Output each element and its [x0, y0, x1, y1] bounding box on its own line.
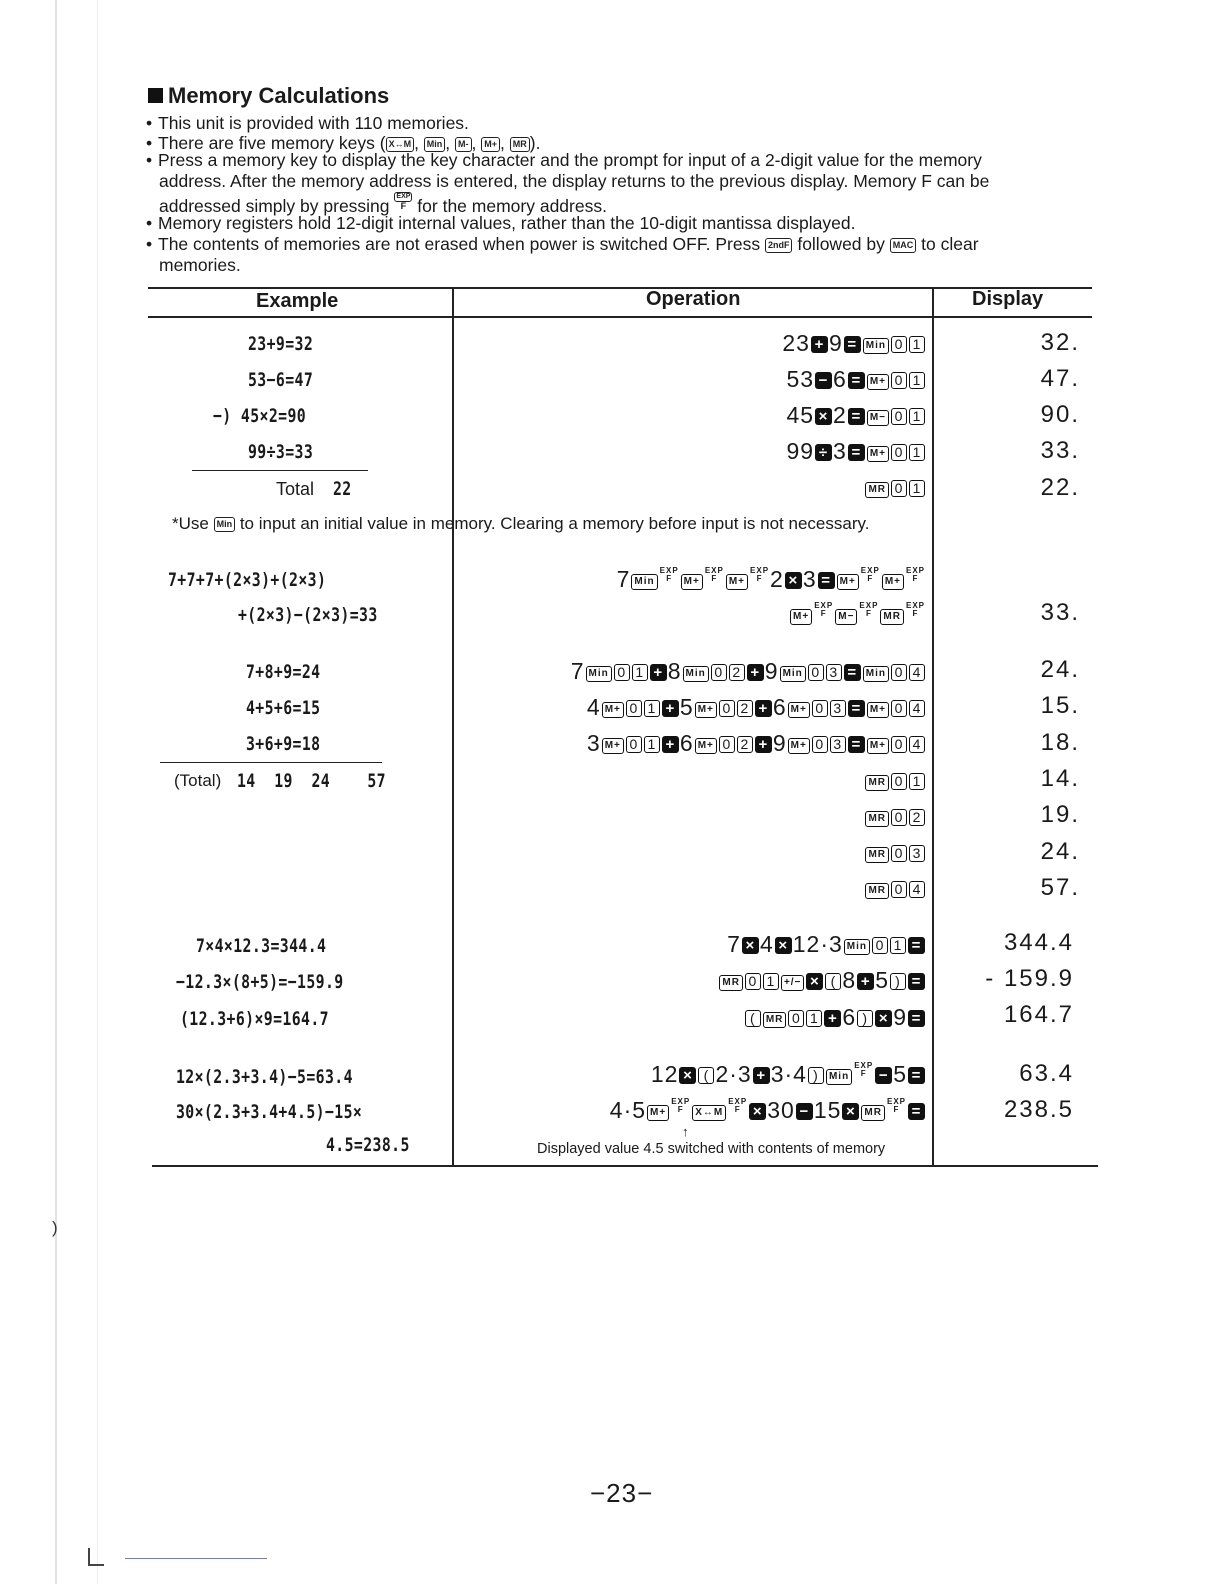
bullet-square-icon [148, 88, 163, 103]
operation-sequence: 45 × 2 = M− 0 1 [786, 402, 926, 429]
example-expression: 4+5+6=15 [246, 697, 321, 719]
display-value: 90. [1040, 401, 1080, 428]
bottom-rule [125, 1558, 267, 1559]
example-expression: 7+7+7+(2×3)+(2×3) [168, 569, 327, 591]
display-value: 47. [1040, 365, 1080, 392]
table-column-divider [452, 287, 454, 1167]
operation-sequence: 99 ÷ 3 = M+ 0 1 [786, 438, 926, 465]
table-top-rule [148, 287, 1092, 289]
display-value: 164.7 [1003, 1001, 1074, 1028]
bullet-item: • This unit is provided with 110 memories. [146, 113, 469, 133]
min-key-icon: Min [424, 137, 446, 152]
operation-sequence: ( MR 0 1 + 6 ) × 9 = [744, 1004, 926, 1031]
section-heading: Memory Calculations [148, 83, 389, 109]
example-expression: +(2×3)−(2×3)=33 [238, 604, 378, 626]
corner-mark [88, 1548, 104, 1566]
exp-f-key-icon: EXP F [396, 193, 411, 211]
example-expression: 3+6+9=18 [246, 733, 321, 755]
example-expression: 7+8+9=24 [246, 661, 321, 683]
example-expression: −12.3×(8+5)=−159.9 [176, 971, 344, 993]
operation-sequence: 7 MinEXP F M+EXP F M+EXP F 2 × 3 = M+EXP F M+EXP F [616, 566, 925, 592]
header-display: Display [972, 288, 1044, 310]
m-plus-key-icon: M+ [481, 137, 500, 152]
example-expression: 53−6=47 [248, 369, 314, 391]
example-expression: 4.5=238.5 [326, 1134, 410, 1156]
operation-caption: Displayed value 4.5 switched with contents of memory [537, 1141, 886, 1157]
operation-sequence: 7 Min 0 1 + 8 Min 0 2 + 9 Min 0 3 = Min 0 4 [571, 658, 926, 685]
page-edge-line [55, 0, 57, 1584]
operation-sequence: 7 × 4 × 12·3 Min 0 1 = [727, 931, 926, 958]
table-bottom-rule [152, 1165, 1098, 1167]
operation-sequence: M+EXP F M−EXP F MREXP F [789, 601, 926, 628]
margin-mark: ) [52, 1218, 58, 1237]
operation-sequence: MR 0 3 [864, 839, 926, 866]
display-value: 24. [1040, 656, 1080, 683]
m-minus-key-icon: M- [455, 137, 472, 152]
table-column-divider [932, 287, 934, 1167]
display-value: 19. [1040, 801, 1080, 828]
display-value: 33. [1040, 599, 1080, 626]
example-expression: −) 45×2=90 [213, 405, 307, 427]
total-value: 22 [333, 478, 352, 500]
display-value: 22. [1040, 474, 1080, 501]
operation-sequence: 53 − 6 = M+ 0 1 [786, 366, 926, 393]
total-value: 14 19 24 57 [237, 770, 387, 792]
example-expression: 30×(2.3+3.4+4.5)−15× [176, 1101, 363, 1123]
display-value: 32. [1040, 329, 1080, 356]
operation-sequence: 3 M+ 0 1 + 6 M+ 0 2 + 9 M+ 0 3 = M+ 0 4 [587, 730, 926, 757]
min-key-icon: Min [214, 517, 236, 532]
operation-sequence: MR 0 1 [864, 767, 926, 794]
example-expression: 23+9=32 [248, 333, 314, 355]
bullet-item: • The contents of memories are not erased when power is switched OFF. Press 2ndF followed by MAC to clear memories. [146, 234, 979, 275]
x-m-key-icon: X↔M [386, 137, 415, 152]
example-expression: 12×(2.3+3.4)−5=63.4 [176, 1066, 353, 1088]
display-value: - 159.9 [985, 965, 1074, 992]
footnote: *Use Min to input an initial value in memory. Clearing a memory before input is not necessary. [172, 514, 870, 533]
page-edge-line [97, 0, 98, 1584]
table-header-rule [148, 316, 1092, 318]
bullet-item: • Press a memory key to display the key character and the prompt for input of a 2-digit value for the memory address. After the memory address is entered, the display returns to the previous display. Memory F can be addressed simply by pressing EXP F for the memory address. [146, 150, 990, 216]
operation-sequence: 12 × ( 2·3 + 3·4 ) MinEXP F − 5 = [651, 1061, 926, 1088]
up-arrow-icon: ↑ [682, 1124, 689, 1139]
display-value: 14. [1040, 765, 1080, 792]
operation-sequence: MR 0 4 [864, 875, 926, 902]
display-value: 15. [1040, 692, 1080, 719]
display-value: 238.5 [1003, 1096, 1074, 1123]
second-function-key-icon: 2ndF [765, 238, 793, 253]
display-value: 57. [1040, 874, 1080, 901]
display-value: 18. [1040, 729, 1080, 756]
header-operation: Operation [646, 288, 741, 310]
example-expression: 7×4×12.3=344.4 [196, 935, 327, 957]
total-label: Total [276, 479, 315, 499]
example-expression: (12.3+6)×9=164.7 [180, 1008, 330, 1030]
operation-sequence: 23 + 9 = Min 0 1 [782, 330, 926, 357]
operation-sequence: MR 0 2 [864, 803, 926, 830]
bullet-item: • Memory registers hold 12-digit internal values, rather than the 10-digit mantissa displayed. [146, 213, 856, 233]
operation-sequence: 4·5 M+EXP F X↔MEXP F × 30 − 15 × MREXP F = [610, 1097, 926, 1124]
header-example: Example [256, 290, 339, 312]
bullet-item: • There are five memory keys ( X↔M , Min , M- , M+ , MR ). [146, 133, 541, 153]
mr-key-icon: MR [510, 137, 530, 152]
example-expression: 99÷3=33 [248, 441, 314, 463]
operation-sequence: 4 M+ 0 1 + 5 M+ 0 2 + 6 M+ 0 3 = M+ 0 4 [587, 694, 926, 721]
display-value: 63.4 [1019, 1060, 1074, 1087]
display-value: 344.4 [1003, 929, 1074, 956]
operation-sequence: MR 0 1 +/− × ( 8 + 5 ) = [718, 967, 926, 994]
display-value: 33. [1040, 437, 1080, 464]
operation-sequence: MR 0 1 [864, 474, 926, 501]
display-value: 24. [1040, 838, 1080, 865]
sum-rule [160, 762, 382, 763]
sum-rule [192, 470, 368, 471]
page-number: −23− [590, 1478, 654, 1508]
total-label: (Total) [174, 771, 222, 790]
mac-key-icon: MAC [890, 238, 917, 253]
